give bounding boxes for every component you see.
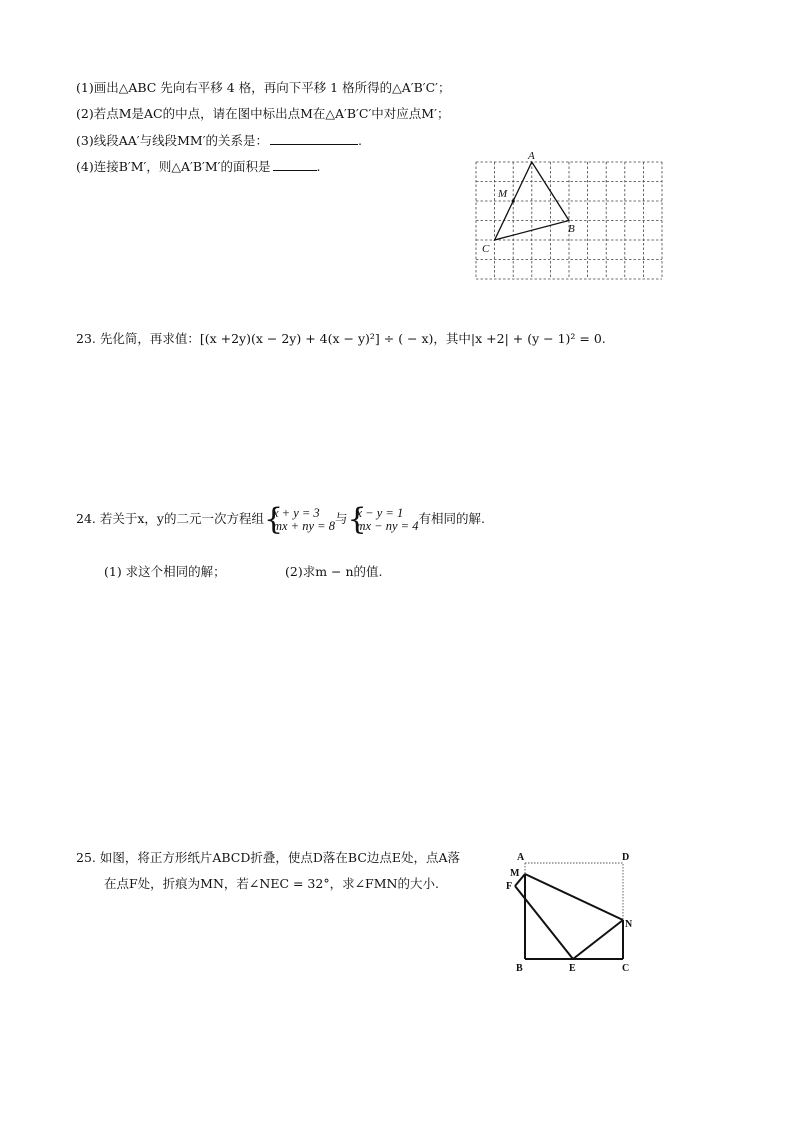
label-a: A <box>517 852 525 863</box>
label-e: E <box>569 963 576 974</box>
label-n: N <box>625 919 633 930</box>
label-c: C <box>622 963 630 974</box>
q22-part4 <box>76 158 321 175</box>
q24-sub1: (1) 求这个相同的解； <box>104 564 226 579</box>
grid-figure <box>476 150 662 280</box>
label-b: B <box>568 223 575 235</box>
q23-text: 23. 先化简，再求值：[(x +2y)(x − 2y) + 4(x − y)²] ÷ ( − x)，其中|x +2| + (y − 1)² = 0. <box>76 331 606 346</box>
system2-eq1: x − y = 1 <box>356 505 404 520</box>
q24-sub2: (2)求m − n的值. <box>285 564 383 579</box>
solid-edges <box>515 874 623 959</box>
q22-part2: (2)若点M是AC的中点，请在图中标出点M在△A′B′C′中对应点M′； <box>76 106 450 121</box>
system2-eq2: mx − ny = 4 <box>356 518 419 533</box>
q22-part1: (1)画出△ABC 先向右平移 4 格，再向下平移 1 格所得的△A′B′C′； <box>76 80 451 95</box>
label-c: C <box>482 243 490 255</box>
q22-part4-text: (4)连接B′M′，则△A′B′M′的面积是 <box>76 159 271 174</box>
label-d: D <box>622 852 630 863</box>
equation-system-2: { x − y = 1 mx − ny = 4 <box>347 501 419 537</box>
q24-text <box>76 501 485 537</box>
q22-part4-end: . <box>316 159 321 174</box>
equation-system-1: { x + y = 3 mx + ny = 8 <box>263 501 335 537</box>
label-b: B <box>516 963 523 974</box>
answer-blank-4[interactable] <box>273 158 317 171</box>
dotted-original-part <box>525 863 623 920</box>
q25-line2: 在点F处，折痕为MN，若∠NEC = 32°，求∠FMN的大小. <box>104 876 439 891</box>
q25-line1: 25. 如图，将正方形纸片ABCD折叠，使点D落在BC边点E处，点A落 <box>76 850 461 865</box>
system1-eq1: x + y = 3 <box>272 505 320 520</box>
label-m: M <box>498 188 508 200</box>
q22-part3-end: . <box>358 133 363 148</box>
q24-suffix: 有相同的解. <box>418 511 485 526</box>
q22-part3-text: (3)线段AA′与线段MM′的关系是： <box>76 133 269 148</box>
label-a: A <box>528 150 535 162</box>
answer-blank-3[interactable] <box>270 132 358 145</box>
q24-connector: 与 <box>334 511 348 526</box>
square-fold-figure <box>505 848 640 978</box>
point-m <box>512 199 515 202</box>
system1-eq2: mx + ny = 8 <box>272 518 335 533</box>
label-m: M <box>510 868 520 879</box>
q22-part3 <box>76 132 362 149</box>
label-f: F <box>506 881 513 892</box>
q24-prefix: 24. 若关于x，y的二元一次方程组 <box>76 511 264 526</box>
